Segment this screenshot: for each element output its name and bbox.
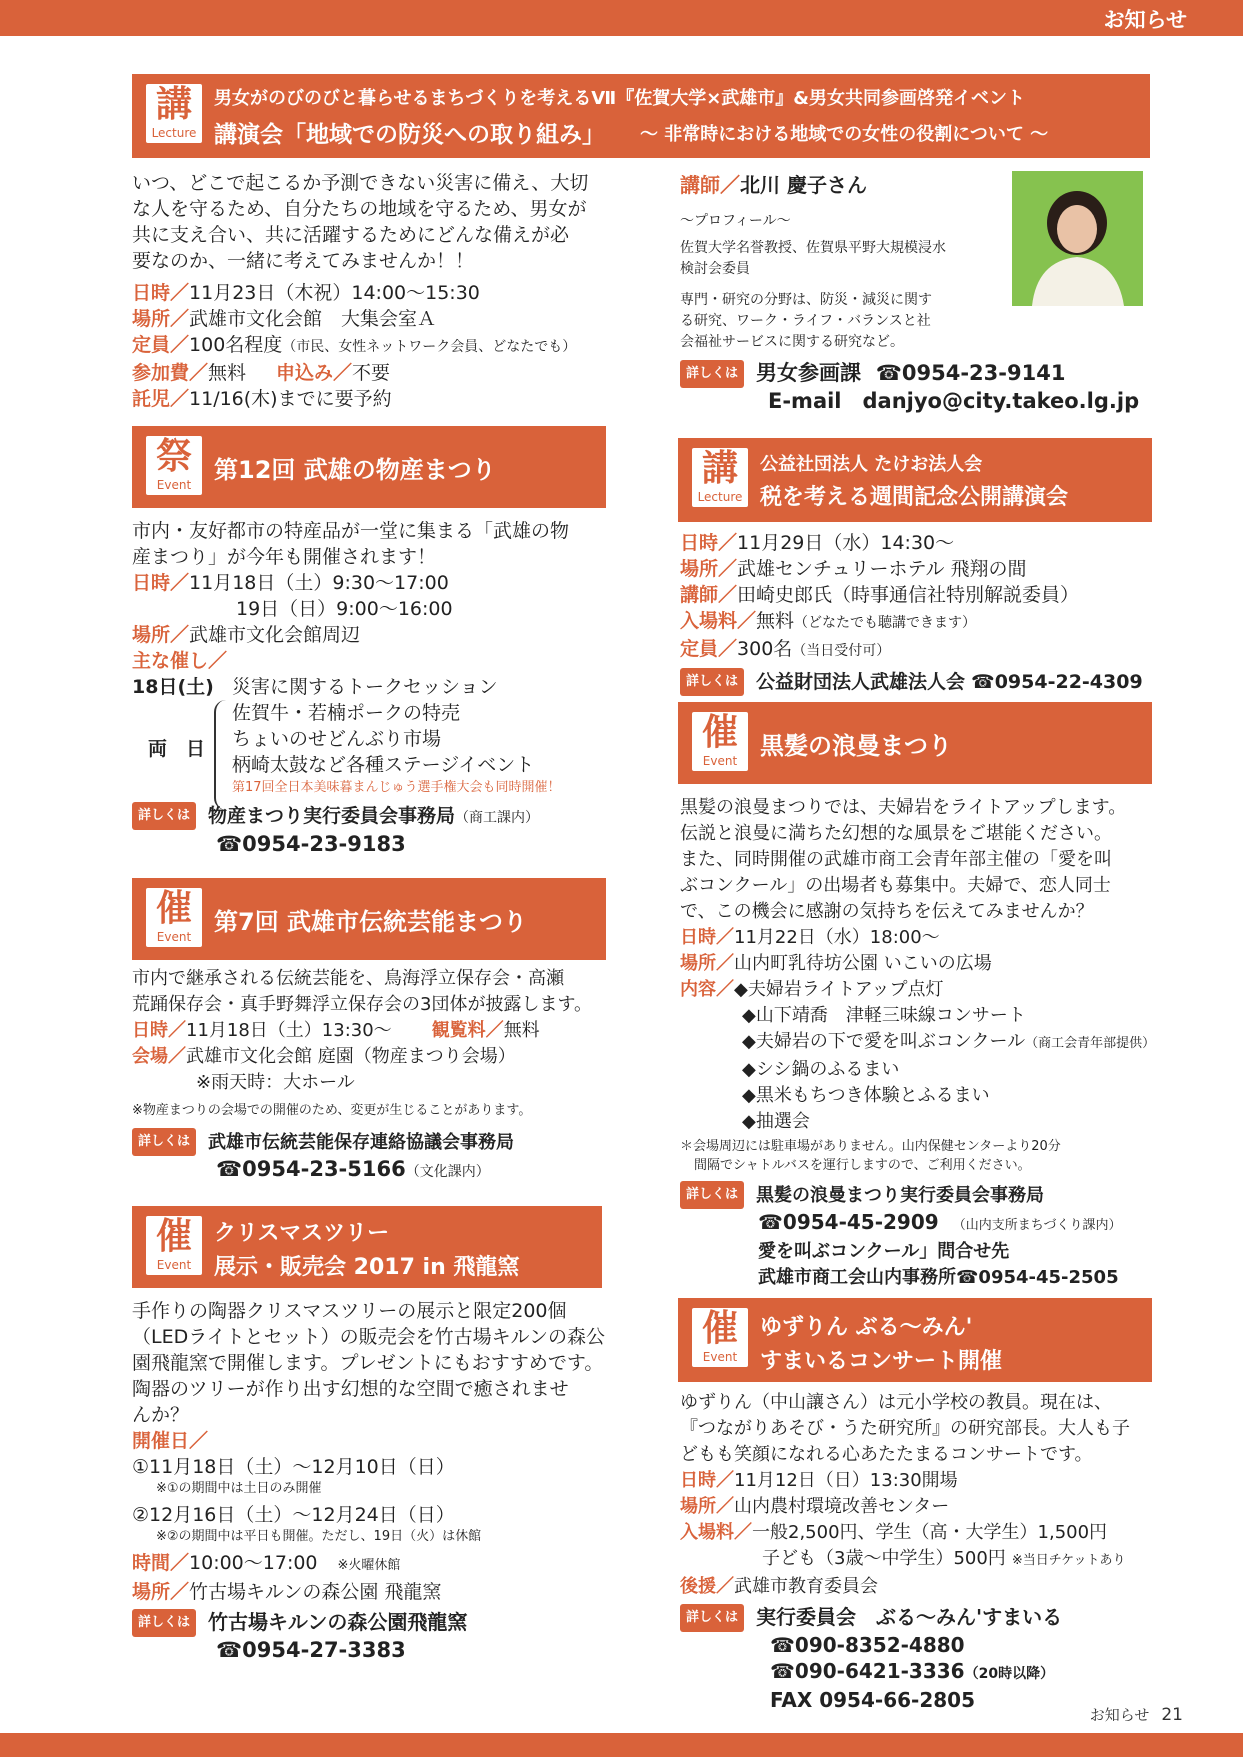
christmas-tree-details: 手作りの陶器クリスマスツリーの展示と限定200個 （LEDライトとセット）の販売会を竹古場キルンの森公 園飛龍窯で開催します。プレゼントにもおすすめです。 陶器のツリーが作り出す幻想的な空間で癒されませ んか？ 開催日／ ①11月18日（土）～12月10日（日） ※①の期間中は土日のみ開催 ②12月16日（土）～12月24日（日） ※②の期間中は平日も開催。ただし、19日（火）は休館 時間／10:00～17:00 ※火曜休館 場所／竹古場キルンの森公園 飛龍窯 詳しくは 竹古場キルンの森公園飛龍窯 ☎0954-27-3383 — [132, 1300, 605, 1662]
page-footer: お知らせ 21 — [1089, 1705, 1183, 1725]
kurokami-festival-header: 催 Event 黒髪の浪曼まつり — [678, 702, 1152, 784]
info-tag: 詳しくは — [680, 360, 744, 388]
phone-icon: ☎ — [216, 1638, 243, 1662]
tax-lecture-title: 税を考える週間記念公開講演会 — [760, 485, 1069, 510]
header-label: お知らせ — [1103, 8, 1187, 32]
phone-icon: ☎ — [956, 1267, 979, 1288]
phone-icon: ☎ — [875, 361, 902, 385]
lecture-details: いつ、どこで起こるか予測できない災害に備え、大切 な人を守るため、自分たちの地域を守るため、男女が 共に支え合い、共に活躍するためにどんな備えが必 要なのか、一緒に考えてみませんか！！ 日時／11月23日（木祝）14:00～15:30 場所／武雄市文化会館 大集会室Ａ 定員／100名程度（市民、女性ネットワーク会員、どなたでも） 参加費／無料 申込み／不要 託児／11/16(木)までに要予約 — [132, 172, 589, 410]
bussan-festival-title: 第12回 武雄の物産まつり — [214, 456, 496, 484]
christmas-tree-title-2: 展示・販売会 2017 in 飛龍窯 — [214, 1255, 520, 1280]
lecture-title-sub: ～ 非常時における地域での女性の役割について ～ — [640, 124, 1049, 145]
yuzurin-concert-details: ゆずりん（中山讓さん）は元小学校の教員。現在は、 『つながりあそび・うた研究所』の研究部長。大人も子 どもも笑顔になれる心あたたまるコンサートです。 日時／11月12日（日）13:30開場 場所／山内農村環境改善センター 入場料／一般2,500円、学生（高・大学生）1,500円 子ども（3歳～中学生）500円 ※当日チケットあり 後援／武雄市教育委員会 詳しくは 実行委員会 ぶる～みん'すまいる ☎090-8352-4880 ☎090-6421-3336（20時以降） FAX 0954-66-2805 — [680, 1392, 1130, 1712]
lecture-contact: 詳しくは 男女参画課 ☎0954-23-9141 E-mail danjyo@city.takeo.lg.jp — [680, 360, 1139, 414]
lecturer-info: 講師／北川 慶子さん ～プロフィール～ 佐賀大学名誉教授、佐賀県平野大規模浸水 検討会委員 専門・研究の分野は、防災・減災に関す る研究、ワーク・ライフ・バランスと社 会福祉サービスに関する研究など。 — [680, 173, 946, 350]
bussan-festival-details: 市内・友好都市の特産品が一堂に集まる「武雄の物 産まつり」が今年も開催されます！ 日時／11月18日（土）9:30～17:00 19日（日）9:00～16:00 場所／武雄市文化会館周辺 主な催し／ 18日(土) 災害に関するトークセッション 両 日 佐賀牛・若楠ポークの特売 ちょいのせどんぶり市場 柄崎太鼓など各種ステージイベント 第17回全日本美味暮まんじゅう選手権大会も同時開催！ 詳しくは 物産まつり実行委員会事務局（商工課内） ☎0954-23-9183 — [132, 520, 570, 856]
top-header-bar — [0, 0, 1243, 36]
kurokami-festival-title: 黒髪の浪曼まつり — [760, 732, 952, 760]
phone-icon: ☎ — [216, 832, 243, 856]
yuzurin-concert-title-1: ゆずりん ぶる～みん' — [760, 1315, 973, 1340]
kurokami-festival-details: 黒髪の浪曼まつりでは、夫婦岩をライトアップします。 伝説と浪曼に満ちた幻想的な風景をご堪能ください。 また、同時開催の武雄市商工会青年部主催の「愛を叫 ぶコンクール」の出場者も募集中。夫婦で、恋人同士 で、この機会に感謝の気持ちを伝えてみませんか？ 日時／11月22日（水）18:00～ 場所／山内町乳待坊公園 いこいの広場 内容／◆夫婦岩ライトアップ点灯 ◆山下靖喬 津軽三味線コンサート ◆夫婦岩の下で愛を叫ぶコンクール（商工会青年部提供） ◆シシ鍋のふるまい ◆黒米もちつき体験とふるまい ◆抽選会 ＊会場周辺には駐車場がありません。山内保健センターより20分 間隔でシャトルバスを運行しますので、ご利用ください。 詳しくは 黒髪の浪曼まつり実行委員会事務局 ☎0954-45-2909 （山内支所まちづくり課内） 愛を叫ぶコンクール」問合せ先 武雄市商工会山内事務所☎0954-45-2505 — [680, 797, 1156, 1288]
tax-lecture-header: 講 Lecture 公益社団法人 たけお法人会 税を考える週間記念公開講演会 — [678, 438, 1152, 522]
lecturer-photo — [1012, 171, 1143, 306]
bussan-festival-header: 祭 Event 第12回 武雄の物産まつり — [132, 426, 606, 508]
yuzurin-concert-header: 催 Event ゆずりん ぶる～みん' すまいるコンサート開催 — [678, 1298, 1152, 1382]
lecture-title: 講演会「地域での防災への取り組み」 — [214, 122, 605, 148]
christmas-tree-header: 催 Event クリスマスツリー 展示・販売会 2017 in 飛龍窯 — [132, 1206, 602, 1288]
tax-lecture-subtitle: 公益社団法人 たけお法人会 — [760, 454, 983, 475]
tax-lecture-details: 日時／11月29日（水）14:30～ 場所／武雄センチュリーホテル 飛翔の間 講師／田崎史郎氏（時事通信社特別解説委員） 入場料／無料（どなたでも聴講できます） 定員／300名（当日受付可） 詳しくは 公益財団法人武雄法人会 ☎0954-22-4309 — [680, 530, 1160, 696]
lecture-section-header — [132, 74, 1150, 158]
phone-icon: ☎ — [770, 1659, 795, 1683]
phone-icon: ☎ — [216, 1157, 243, 1181]
bottom-bar — [0, 1733, 1243, 1757]
phone-icon: ☎ — [770, 1633, 795, 1657]
dento-geino-details: 市内で継承される伝統芸能を、鳥海浮立保存会・高瀬 荒踊保存会・真手野舞浮立保存会の3団体が披露します。 日時／11月18日（土）13:30～ 観覧料／無料 会場／武雄市文化会館 庭園（物産まつり会場） ※雨天時：大ホール ※物産まつりの会場での開催のため、変更が生じることがあります。 詳しくは 武雄市伝統芸能保存連絡協議会事務局 ☎0954-23-5166（文化課内） — [132, 968, 593, 1181]
dento-geino-header: 催 Event 第7回 武雄市伝統芸能まつり — [132, 878, 606, 960]
christmas-tree-title-1: クリスマスツリー — [214, 1221, 390, 1246]
page-number: 21 — [1161, 1705, 1183, 1725]
yuzurin-concert-title-2: すまいるコンサート開催 — [760, 1349, 1003, 1374]
phone-icon: ☎ — [758, 1210, 783, 1234]
lecture-subtitle: 男女がのびのびと暮らせるまちづくりを考えるⅦ『佐賀大学×武雄市』&男女共同参画啓発イベント — [214, 88, 1025, 109]
phone-icon: ☎ — [971, 671, 995, 693]
dento-geino-title: 第7回 武雄市伝統芸能まつり — [214, 908, 528, 936]
lecture-badge: 講 Lecture — [146, 84, 202, 143]
